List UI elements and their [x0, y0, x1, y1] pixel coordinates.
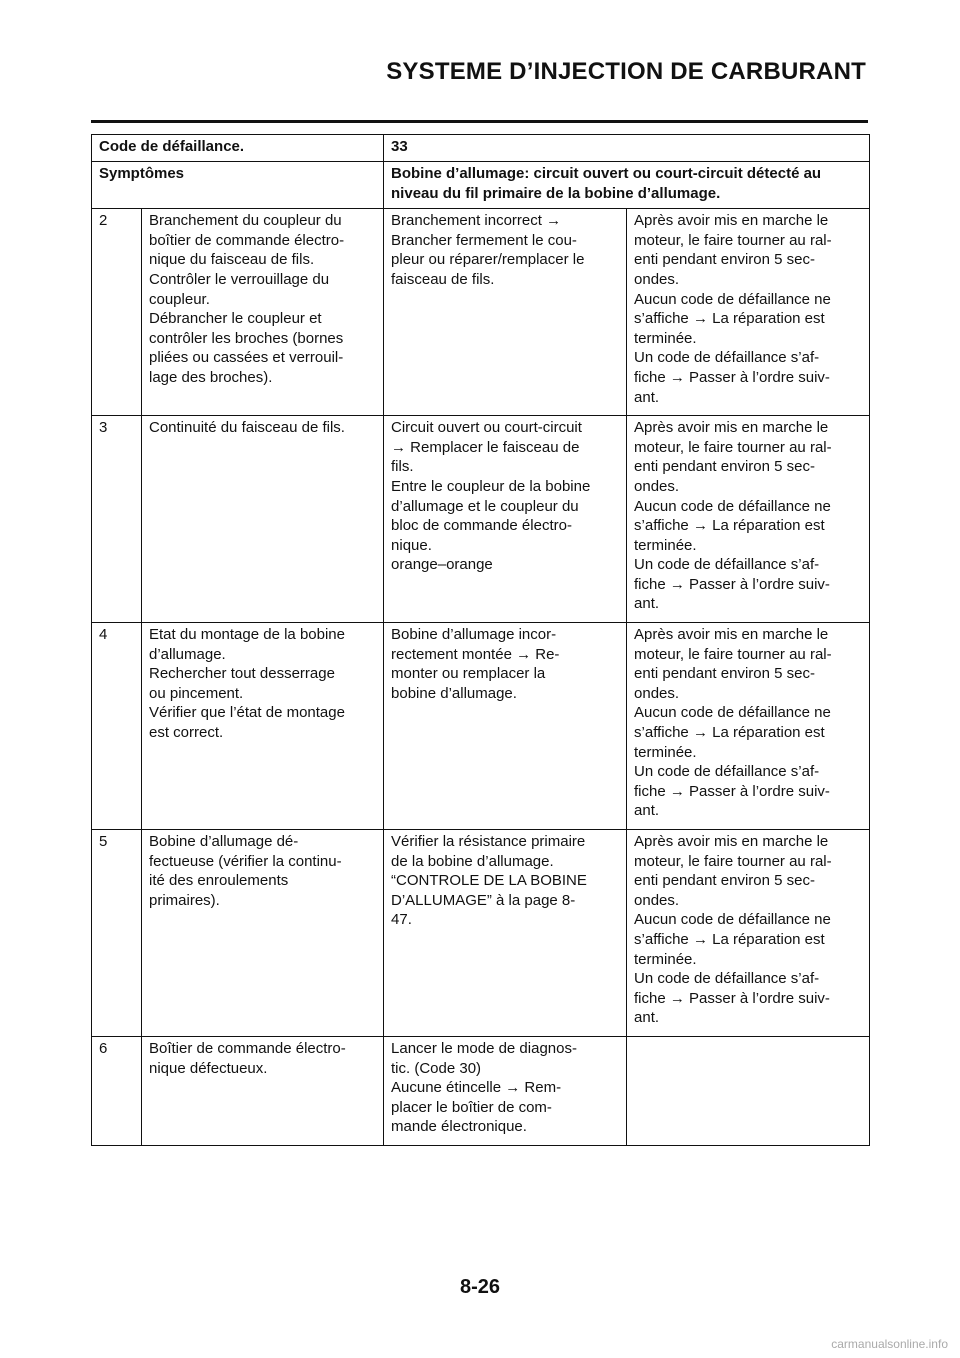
cell-line: moteur, le faire tourner au ral-	[634, 231, 832, 249]
confirmation-cell	[627, 623, 870, 830]
fault-code-value: 33	[384, 135, 870, 162]
cell-line: enti pendant environ 5 sec-	[634, 872, 815, 890]
cell-line: orange–orange	[391, 556, 493, 574]
cell-line: D’ALLUMAGE” à la page 8-	[391, 891, 576, 909]
confirmation-cell	[627, 416, 870, 623]
cell-line: s’affiche → La réparation est	[634, 517, 825, 535]
cell-line: Rechercher tout desserrage	[149, 665, 335, 683]
cell-line: rectement montée → Re-	[391, 645, 560, 663]
cell-line: terminée.	[634, 950, 697, 968]
cell-line: ant.	[634, 1009, 660, 1027]
cell-line: faisceau de fils.	[391, 270, 495, 288]
action-cell	[384, 623, 627, 830]
cell-line: ondes.	[634, 891, 680, 909]
cell-line: ant.	[634, 802, 660, 820]
table-row	[92, 1036, 870, 1145]
check-item-cell	[142, 416, 384, 623]
cell-line: Branchement du coupleur du	[149, 212, 342, 230]
step-number: 5	[92, 830, 142, 1037]
check-item-cell	[142, 209, 384, 416]
cell-line: Continuité du faisceau de fils.	[149, 419, 345, 437]
symptoms-label: Symptômes	[92, 162, 384, 209]
step-number: 6	[92, 1036, 142, 1145]
cell-line: ant.	[634, 595, 660, 613]
cell-line: primaires).	[149, 891, 220, 909]
cell-line: fiche → Passer à l’ordre suiv-	[634, 575, 830, 593]
cell-line: nique.	[391, 536, 432, 554]
cell-line: contrôler les broches (bornes	[149, 329, 344, 347]
cell-line: bloc de commande électro-	[391, 517, 572, 535]
action-cell	[384, 830, 627, 1037]
cell-line: d’allumage et le coupleur du	[391, 497, 579, 515]
cell-line: bobine d’allumage.	[391, 684, 517, 702]
cell-line: Vérifier la résistance primaire	[391, 833, 586, 850]
cell-line: de la bobine d’allumage.	[391, 852, 554, 870]
cell-line: ondes.	[634, 684, 680, 702]
cell-line: Après avoir mis en marche le	[634, 419, 829, 437]
cell-line: Entre le coupleur de la bobine	[391, 477, 591, 495]
cell-line: Aucun code de défaillance ne	[634, 704, 831, 722]
cell-line: nique défectueux.	[149, 1059, 268, 1077]
cell-line: Aucun code de défaillance ne	[634, 911, 831, 929]
cell-line: Vérifier que l’état de montage	[149, 704, 345, 722]
cell-line: enti pendant environ 5 sec-	[634, 458, 815, 476]
cell-line: placer le boîtier de com-	[391, 1098, 552, 1116]
cell-line: tic. (Code 30)	[391, 1059, 482, 1077]
cell-line: Etat du montage de la bobine	[149, 626, 345, 644]
fault-code-row	[92, 135, 870, 162]
cell-line: moteur, le faire tourner au ral-	[634, 852, 832, 870]
cell-line: fiche → Passer à l’ordre suiv-	[634, 368, 830, 386]
watermark: carmanualsonline.info	[831, 1337, 948, 1351]
cell-line: terminée.	[634, 329, 697, 347]
symptoms-row	[92, 162, 870, 209]
cell-line: s’affiche → La réparation est	[634, 724, 825, 742]
page-title: SYSTEME D’INJECTION DE CARBURANT	[386, 58, 866, 85]
cell-line: Après avoir mis en marche le	[634, 212, 829, 230]
page-number: 8-26	[459, 1276, 501, 1298]
cell-line: pliées ou cassées et verrouil-	[149, 349, 344, 367]
cell-line: ou pincement.	[149, 684, 244, 702]
confirmation-cell	[627, 209, 870, 416]
cell-line: Aucun code de défaillance ne	[634, 290, 831, 308]
check-item-cell	[142, 830, 384, 1037]
cell-line: fiche → Passer à l’ordre suiv-	[634, 989, 830, 1007]
confirmation-cell	[627, 1036, 870, 1145]
cell-line: mande électronique.	[391, 1118, 527, 1136]
step-number: 4	[92, 623, 142, 830]
cell-line: fectueuse (vérifier la continu-	[149, 852, 342, 870]
symptoms-line: niveau du fil primaire de la bobine d’allumage.	[391, 184, 721, 202]
cell-line: Lancer le mode de diagnos-	[391, 1039, 577, 1057]
cell-line: ant.	[634, 388, 660, 406]
table-row	[92, 623, 870, 830]
step-number: 2	[92, 209, 142, 416]
cell-line: enti pendant environ 5 sec-	[634, 665, 815, 683]
cell-line: enti pendant environ 5 sec-	[634, 251, 815, 269]
cell-line: s’affiche → La réparation est	[634, 930, 825, 948]
cell-line: Bobine d’allumage dé-	[149, 833, 299, 850]
cell-line: nique du faisceau de fils.	[149, 251, 315, 269]
cell-line: monter ou remplacer la	[391, 665, 546, 683]
title-divider	[91, 120, 868, 123]
cell-line: Après avoir mis en marche le	[634, 626, 829, 644]
cell-line: Un code de défaillance s’af-	[634, 556, 820, 574]
cell-line: fils.	[391, 458, 414, 476]
cell-line: moteur, le faire tourner au ral-	[634, 438, 832, 456]
cell-line: Aucune étincelle → Rem-	[391, 1079, 562, 1097]
cell-line: Contrôler le verrouillage du	[149, 270, 330, 288]
check-item-cell	[142, 623, 384, 830]
fault-code-label: Code de défaillance.	[92, 135, 384, 162]
cell-line: Branchement incorrect →	[391, 212, 562, 230]
cell-line: Aucun code de défaillance ne	[634, 497, 831, 515]
symptoms-line: Bobine d’allumage: circuit ouvert ou court-circuit détecté au	[391, 165, 822, 182]
cell-line: coupleur.	[149, 290, 210, 308]
cell-line: est correct.	[149, 724, 224, 742]
table-row	[92, 209, 870, 416]
cell-line: Un code de défaillance s’af-	[634, 763, 820, 781]
cell-line: ondes.	[634, 477, 680, 495]
cell-line: terminée.	[634, 536, 697, 554]
cell-line: Brancher fermement le cou-	[391, 231, 577, 249]
cell-line: lage des broches).	[149, 368, 273, 386]
cell-line: d’allumage.	[149, 645, 226, 663]
cell-line: Bobine d’allumage incor-	[391, 626, 557, 644]
table-row	[92, 416, 870, 623]
symptoms-text	[384, 162, 870, 209]
cell-line: Après avoir mis en marche le	[634, 833, 829, 850]
cell-line: fiche → Passer à l’ordre suiv-	[634, 782, 830, 800]
cell-line: terminée.	[634, 743, 697, 761]
check-item-cell	[142, 1036, 384, 1145]
cell-line: moteur, le faire tourner au ral-	[634, 645, 832, 663]
cell-line: → Remplacer le faisceau de	[391, 438, 580, 456]
action-cell	[384, 209, 627, 416]
diagnostic-table	[91, 134, 870, 1146]
action-cell	[384, 1036, 627, 1145]
table-row	[92, 830, 870, 1037]
cell-line: Débrancher le coupleur et	[149, 310, 322, 328]
cell-line: Circuit ouvert ou court-circuit	[391, 419, 582, 437]
cell-line: Boîtier de commande électro-	[149, 1039, 346, 1057]
step-number: 3	[92, 416, 142, 623]
cell-line: “CONTROLE DE LA BOBINE	[391, 872, 587, 890]
cell-line: boîtier de commande électro-	[149, 231, 345, 249]
action-cell	[384, 416, 627, 623]
cell-line: s’affiche → La réparation est	[634, 310, 825, 328]
cell-line: ité des enroulements	[149, 872, 289, 890]
cell-line: Un code de défaillance s’af-	[634, 970, 820, 988]
cell-line: Un code de défaillance s’af-	[634, 349, 820, 367]
cell-line: pleur ou réparer/remplacer le	[391, 251, 585, 269]
confirmation-cell	[627, 830, 870, 1037]
cell-line: ondes.	[634, 270, 680, 288]
cell-line: 47.	[391, 911, 412, 929]
